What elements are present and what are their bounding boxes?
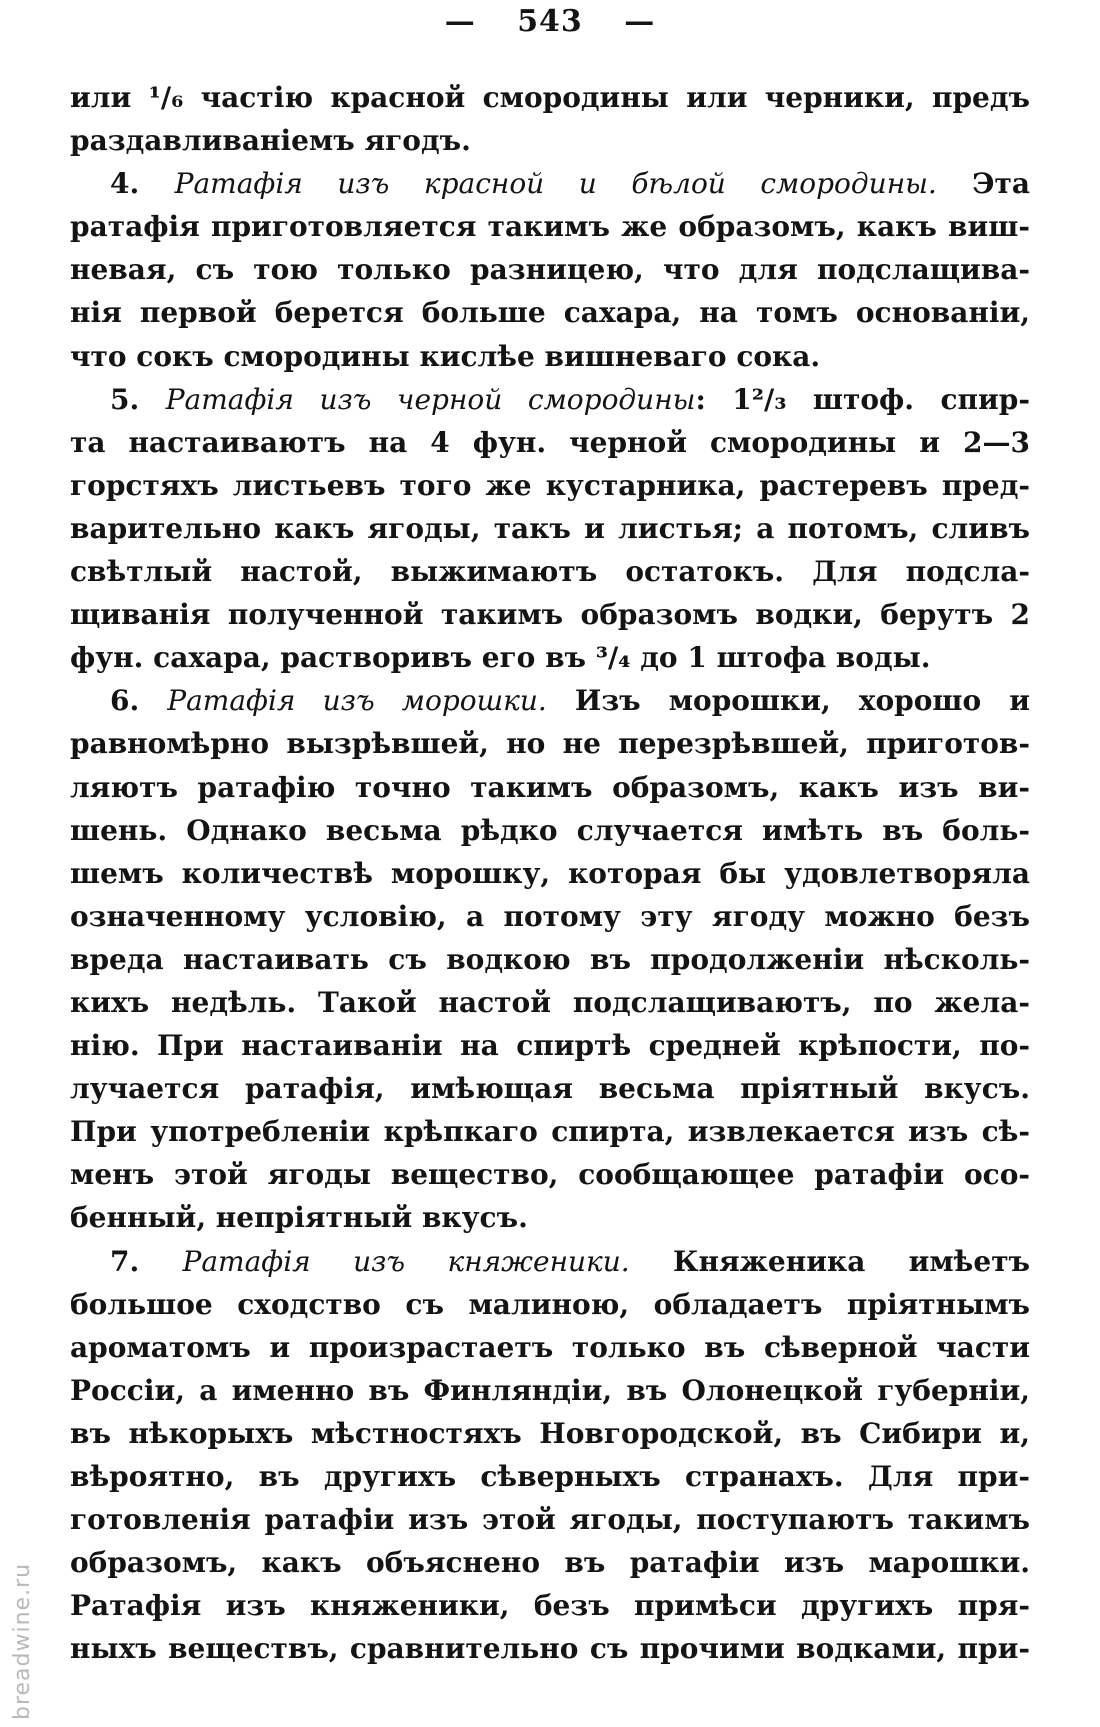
line-text: 4. [110,167,175,201]
text-line [70,1326,1030,1369]
text-line [70,205,1030,248]
text-line [70,1498,1030,1541]
line-text: та настаиваютъ на 4 фун. черной смородины и 2—3 [70,425,1030,459]
text-line [70,895,1030,938]
line-text: вѣроятно, въ другихъ сѣверныхъ странахъ. Для при- [70,1460,1030,1493]
text-line [70,1067,1030,1110]
text-line [70,76,1030,119]
line-text: ратафія приготовляется такимъ же образомъ, какъ виш- [70,210,1030,244]
line-text: ароматомъ и произрастаетъ только въ сѣверной части [70,1330,1030,1364]
line-text: большое сходство съ малиною, обладаетъ пріятнымъ [70,1287,1030,1321]
line-text: 7. [110,1244,183,1278]
line-text: При употребленіи крѣпкаго спирта, извлекается изъ сѣ- [70,1115,1030,1149]
line-text: фун. сахара, растворивъ его въ ³/₄ до 1 штофа воды. [70,641,931,675]
text-line [70,766,1030,809]
recipe-title: Ратафія изъ черной смородины [165,382,696,416]
text-line [70,938,1030,981]
line-text: готовленія ратафіи изъ этой ягоды, поступаютъ такимъ [70,1503,1030,1537]
line-text: 5. [110,382,166,416]
recipe-title: Ратафія изъ княженики. [182,1244,630,1278]
recipe-title: Ратафія изъ красной и бѣлой смородины. [174,167,937,201]
line-text: ныхъ веществъ, сравнительно съ прочими водками, при- [70,1632,1030,1666]
line-text: въ нѣкорыхъ мѣстностяхъ Новгородской, въ Сибири и, [70,1416,1030,1450]
text-line [70,335,1030,378]
line-text: нія первой берется больше сахара, на томъ основаніи, [70,296,1030,330]
text-line [70,1584,1030,1627]
line-text: нію. При настаиваніи на спиртѣ средней крѣпости, по- [70,1029,1030,1063]
text-line [70,421,1030,464]
text-line [70,1455,1030,1498]
text-line [70,679,1030,722]
line-text: лучается ратафія, имѣющая весьма пріятный вкусъ. [70,1072,1030,1106]
text-line [70,378,1030,421]
text-line [70,119,1030,162]
line-text: горстяхъ листьевъ того же кустарника, растеревъ пред- [70,468,1030,502]
page-header [0,4,1100,39]
line-text: свѣтлый настой, выжимаютъ остатокъ. Для подсла- [70,555,1030,589]
line-text: Эта [936,167,1030,201]
text-line [70,636,1030,679]
line-text: варительно какъ ягоды, такъ и листья; а потомъ, сливъ [70,511,1030,545]
text-line [70,1024,1030,1067]
header-dash-left: — [444,4,476,39]
text-line [70,1369,1030,1412]
text-line [70,1110,1030,1153]
text-line [70,1627,1030,1670]
page-number: 543 [517,4,583,39]
body-text [70,76,1030,1670]
text-line [70,1541,1030,1584]
line-text: Изъ морошки, хорошо и [546,684,1030,718]
text-line [70,722,1030,765]
text-line [70,291,1030,334]
line-text: шемъ количествѣ морошку, которая бы удовлетворяла [70,856,1030,890]
line-text: ляютъ ратафію точно такимъ образомъ, какъ изъ ви- [70,770,1030,804]
line-text: невая, съ тою только разницею, что для подслащива- [70,253,1030,287]
line-text: кихъ недѣль. Такой настой подслащиваютъ, по жела- [70,985,1030,1019]
line-text: шень. Однако весьма рѣдко случается имѣть въ боль- [70,813,1030,847]
line-text: менъ этой ягоды вещество, сообщающее ратафіи осо- [70,1158,1030,1192]
watermark: breadwine.ru [10,1562,35,1720]
line-text: раздавливаніемъ ягодъ. [70,124,471,158]
text-line [70,593,1030,636]
text-line [70,550,1030,593]
text-line [70,464,1030,507]
line-text: : 1²/₃ штоф. спир- [695,382,1030,416]
text-line [70,1283,1030,1326]
text-line [70,1412,1030,1455]
text-line [70,1153,1030,1196]
text-line [70,507,1030,550]
line-text: означенному условію, а потому эту ягоду можно безъ [70,899,1030,933]
line-text: Ратафія изъ княженики, безъ примѣси другихъ пря- [70,1589,1030,1623]
text-line [70,162,1030,205]
line-text: или ¹/₆ частію красной смородины или черники, предъ [70,81,1030,114]
line-text: 6. [110,684,168,718]
header-dash-right: — [624,4,656,39]
recipe-title: Ратафія изъ морошки. [167,684,547,718]
line-text: бенный, непріятный вкусъ. [70,1201,528,1235]
line-text: равномѣрно вызрѣвшей, но не перезрѣвшей, приготов- [70,727,1030,761]
line-text: Княженика имѣетъ [629,1244,1030,1278]
text-line [70,1196,1030,1239]
text-line [70,1240,1030,1283]
text-line [70,852,1030,895]
line-text: образомъ, какъ объяснено въ ратафіи изъ марошки. [70,1546,1030,1580]
text-line [70,809,1030,852]
line-text: щиванія полученной такимъ образомъ водки, берутъ 2 [70,598,1030,632]
line-text: вреда настаивать съ водкою въ продолженіи нѣсколь- [70,942,1030,976]
line-text: Россіи, а именно въ Финляндіи, въ Олонецкой губерніи, [70,1373,1030,1407]
text-line [70,981,1030,1024]
line-text: что сокъ смородины кислѣе вишневаго сока. [70,339,821,373]
text-line [70,248,1030,291]
